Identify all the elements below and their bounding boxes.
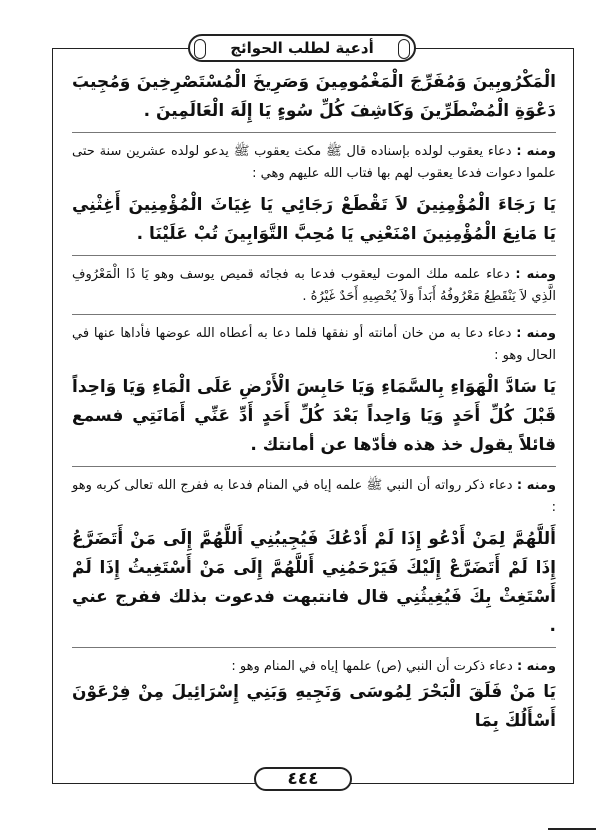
narration-text: دعاء ذكر رواته أن النبي ﷺ علمه إياه في المنام فدعا به ففرج الله تعالى كربه وهو : <box>72 478 556 515</box>
narration-lead: ومنه : <box>515 267 557 282</box>
narration-lead: ومنه : <box>516 659 556 674</box>
prayer-text: يَا رَجَاءَ الْمُؤْمِنِينَ لاَ تَقْطَعْ رَجَائِي يَا غِيَاثَ الْمُؤْمِنِينَ أَغِثْنِي يَا مَانِعَ الْمُؤْمِنِينَ امْنَعْنِي يَا مُحِبَّ التَّوَابِينَ تُبْ عَلَيْنَا . <box>72 195 556 244</box>
prayer-text: الْمَكْرُوبِينَ وَمُفَرِّجَ الْمَغْمُومِينَ وَصَرِيخَ الْمُسْتَصْرِخِينَ وَمُجِيبَ دَعْوَةِ الْمُضْطَرِّينَ وَكَاشِفَ كُلِّ سُوءٍ يَا إِلَهَ الْعَالَمِينَ . <box>72 72 556 121</box>
header-cartouche <box>188 34 416 62</box>
narration-paragraph <box>72 264 556 308</box>
separator <box>72 314 556 315</box>
prayer-text: يَا سَادَّ الْهَوَاءِ بِالسَّمَاءِ وَيَا حَابِسَ الْأَرْضِ عَلَى الْمَاءِ وَيَا وَاحِداً قَبْلَ كُلِّ أَحَدٍ وَيَا وَاحِداً بَعْدَ كُلِّ أَحَدٍ أَدِّ عَنِّي أَمَانَتِي فسمع قائلاً يقول خذ هذه فأدّها عن أمانتك . <box>72 377 556 455</box>
prayer-text: أَللَّهُمَّ لِمَنْ أَدْعُو إِذَا لَمْ أَدْعُكَ فَيُجِيبُنِي أَللَّهُمَّ إِلَى مَنْ أَتَضَرَّعُ إِذَا لَمْ أَتَضَرَّعْ إِلَيْكَ فَيَرْحَمُنِي أَللَّهُمَّ إِلَى مَنْ أَسْتَغِيثُ إِذَا لَمْ أَسْتَغِثْ بِكَ فَيُغِيثُنِي قال فانتبهت فدعوت بذلك ففرج عني . <box>72 529 556 636</box>
narration-paragraph <box>72 475 556 519</box>
narration-lead: ومنه : <box>516 144 557 159</box>
narration-paragraph <box>72 141 556 185</box>
page-title: أدعية لطلب الحوائج <box>230 39 374 57</box>
page-body <box>72 68 556 736</box>
footer-rule <box>548 828 596 830</box>
narration-text: دعاء دعا به من خان أمانته أو نفقها فلما دعا به أعطاه الله عوضها فأداها عنها في الحال وهو : <box>72 326 556 363</box>
separator <box>72 647 556 648</box>
narration-text: دعاء علمه ملك الموت ليعقوب فدعا به فجائه قميص يوسف وهو يَا ذَا الْمَعْرُوفِ الَّذِي لاَ يَنْقَطِعُ مَعْرُوفُهُ أَبَداً وَلاَ يُحْصِيهِ أَحَدٌ غَيْرُهُ . <box>72 267 556 304</box>
narration-lead: ومنه : <box>516 478 557 493</box>
separator <box>72 132 556 133</box>
narration-paragraph <box>72 656 556 678</box>
narration-paragraph <box>72 323 556 367</box>
separator <box>72 255 556 256</box>
page-number-cartouche <box>254 767 352 791</box>
narration-text: دعاء ذكرت أن النبي (ص) علمها إياه في المنام وهو : <box>231 659 513 674</box>
narration-text: دعاء يعقوب لولده بإسناده قال ﷺ مكث يعقوب ﷺ يدعو لولده عشرين سنة حتى علموا دعوات فدعا يعقوب لهم بها فتاب الله عليهم وهي : <box>72 144 556 181</box>
narration-lead: ومنه : <box>516 326 556 341</box>
separator <box>72 466 556 467</box>
page-number: ٤٤٤ <box>287 769 319 789</box>
prayer-text: يَا مَنْ فَلَقَ الْبَحْرَ لِمُوسَى وَنَجِيهِ وَبَنِي إِسْرَائِيلَ مِنْ فِرْعَوْنَ أَسْأَلُكَ بِمَا <box>72 682 556 731</box>
